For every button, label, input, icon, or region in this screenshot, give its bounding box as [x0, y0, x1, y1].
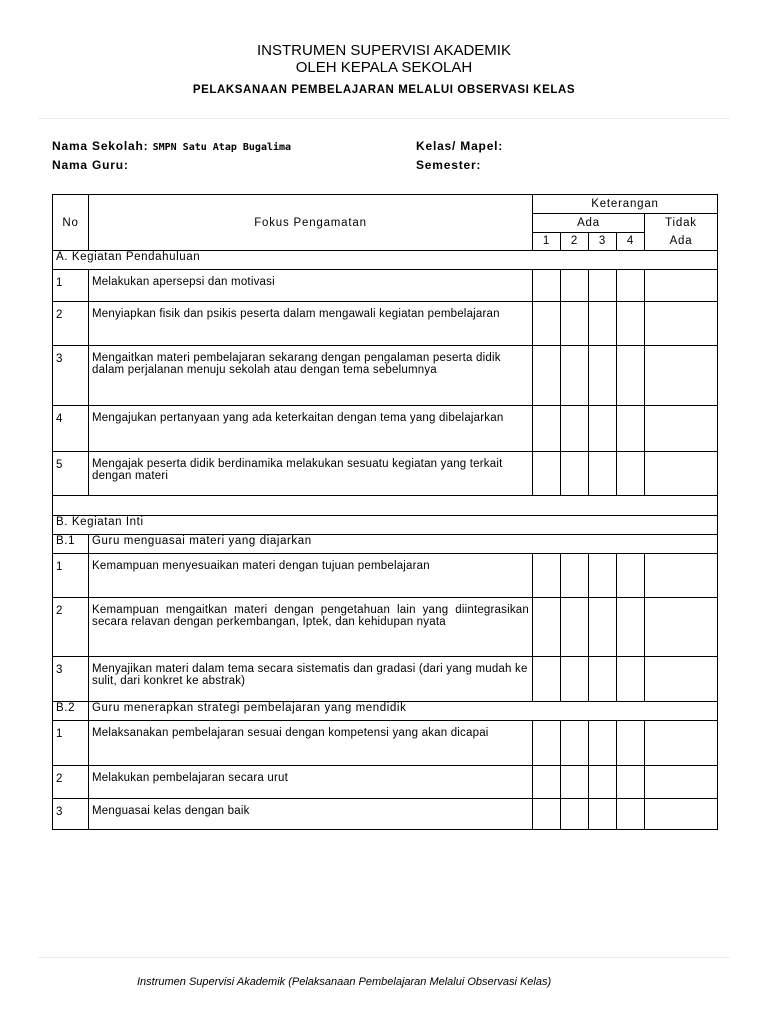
teacher-field	[52, 158, 129, 172]
score-cell-3[interactable]	[589, 302, 617, 346]
subsection-b1-no: B.1	[53, 535, 89, 554]
score-cell-1[interactable]	[533, 452, 561, 496]
row-focus-text: Kemampuan mengaitkan materi dengan pengetahuan lain yang diintegrasikan secara relavan dengan perkembangan, Iptek, dan kehidupan nyata	[89, 598, 533, 657]
row-no: 3	[53, 346, 89, 406]
row-no: 5	[53, 452, 89, 496]
row-focus-text: Melaksanakan pembelajaran sesuai dengan kompetensi yang akan dicapai	[89, 721, 533, 766]
table-row	[53, 452, 718, 496]
score-cell-1[interactable]	[533, 302, 561, 346]
school-label: Nama Sekolah:	[52, 139, 149, 153]
spacer-cell	[53, 496, 718, 516]
row-focus-text: Mengajak peserta didik berdinamika melakukan sesuatu kegiatan yang terkait dengan materi	[89, 452, 533, 496]
tidak-ada-cell[interactable]	[645, 302, 718, 346]
subsection-b2-title: Guru menerapkan strategi pembelajaran yang mendidik	[89, 702, 718, 721]
table-row	[53, 598, 718, 657]
footer-divider	[38, 957, 730, 958]
subsection-b2-no: B.2	[53, 702, 89, 721]
row-focus-text: Menyiapkan fisik dan psikis peserta dalam mengawali kegiatan pembelajaran	[89, 302, 533, 346]
score-cell-2[interactable]	[561, 657, 589, 702]
score-cell-1[interactable]	[533, 657, 561, 702]
score-cell-3[interactable]	[589, 346, 617, 406]
header-divider	[38, 118, 730, 119]
table-row	[53, 799, 718, 830]
tidak-ada-cell[interactable]	[645, 721, 718, 766]
row-no: 2	[53, 766, 89, 799]
header-keterangan: Keterangan	[533, 195, 718, 214]
row-focus-text: Mengajukan pertanyaan yang ada keterkaitan dengan tema yang dibelajarkan	[89, 406, 533, 452]
score-cell-3[interactable]	[589, 406, 617, 452]
tidak-ada-cell[interactable]	[645, 452, 718, 496]
observation-table	[52, 194, 718, 830]
tidak-ada-cell[interactable]	[645, 598, 718, 657]
row-no: 3	[53, 799, 89, 830]
row-focus-text: Menyajikan materi dalam tema secara sistematis dan gradasi (dari yang mudah ke sulit, dari konkret ke abstrak)	[89, 657, 533, 702]
school-field	[52, 139, 291, 153]
score-header-1: 1	[533, 232, 561, 251]
score-cell-4[interactable]	[617, 766, 645, 799]
row-no: 2	[53, 302, 89, 346]
header-ada: Ada	[533, 214, 645, 233]
document-subtitle: PELAKSANAAN PEMBELAJARAN MELALUI OBSERVASI KELAS	[192, 84, 576, 96]
score-cell-2[interactable]	[561, 721, 589, 766]
score-cell-2[interactable]	[561, 346, 589, 406]
header-focus: Fokus Pengamatan	[89, 195, 533, 251]
table-row	[53, 657, 718, 702]
document-title-line1: INSTRUMEN SUPERVISI AKADEMIK	[257, 42, 511, 59]
score-cell-1[interactable]	[533, 766, 561, 799]
row-focus-text: Melakukan pembelajaran secara urut	[89, 766, 533, 799]
row-focus-text: Mengaitkan materi pembelajaran sekarang dengan pengalaman peserta didik dalam perjalanan menuju sekolah atau dengan tema sebelumnya	[89, 346, 533, 406]
score-cell-3[interactable]	[589, 766, 617, 799]
table-row	[53, 721, 718, 766]
table-row	[53, 302, 718, 346]
score-cell-1[interactable]	[533, 270, 561, 302]
row-focus-text: Kemampuan menyesuaikan materi dengan tujuan pembelajaran	[89, 554, 533, 598]
row-no: 1	[53, 270, 89, 302]
table-row	[53, 270, 718, 302]
header-no: No	[53, 195, 89, 251]
row-no: 3	[53, 657, 89, 702]
score-cell-1[interactable]	[533, 598, 561, 657]
teacher-label: Nama Guru:	[52, 158, 129, 172]
row-no: 4	[53, 406, 89, 452]
score-cell-3[interactable]	[589, 270, 617, 302]
tidak-ada-cell[interactable]	[645, 799, 718, 830]
row-focus-text: Melakukan apersepsi dan motivasi	[89, 270, 533, 302]
score-cell-3[interactable]	[589, 598, 617, 657]
score-cell-3[interactable]	[589, 721, 617, 766]
school-value: SMPN Satu Atap Bugalima	[152, 142, 292, 153]
tidak-ada-cell[interactable]	[645, 406, 718, 452]
tidak-ada-cell[interactable]	[645, 554, 718, 598]
score-cell-4[interactable]	[617, 302, 645, 346]
score-cell-1[interactable]	[533, 406, 561, 452]
spacer-row	[53, 496, 718, 516]
row-focus-text: Menguasai kelas dengan baik	[89, 799, 533, 830]
row-no: 2	[53, 598, 89, 657]
tidak-ada-cell[interactable]	[645, 346, 718, 406]
score-cell-4[interactable]	[617, 657, 645, 702]
header-tidak-line1: Tidak	[665, 217, 697, 229]
row-no: 1	[53, 554, 89, 598]
score-cell-2[interactable]	[561, 406, 589, 452]
table-row	[53, 766, 718, 799]
score-cell-4[interactable]	[617, 270, 645, 302]
score-cell-2[interactable]	[561, 270, 589, 302]
score-header-4: 4	[617, 232, 645, 251]
score-cell-1[interactable]	[533, 554, 561, 598]
subsection-b1-title: Guru menguasai materi yang diajarkan	[89, 535, 718, 554]
section-a-heading: A. Kegiatan Pendahuluan	[53, 251, 718, 270]
semester-field	[416, 158, 481, 172]
tidak-ada-cell[interactable]	[645, 766, 718, 799]
score-cell-1[interactable]	[533, 721, 561, 766]
table-row	[53, 406, 718, 452]
class-field	[416, 139, 503, 153]
score-cell-2[interactable]	[561, 799, 589, 830]
score-cell-1[interactable]	[533, 799, 561, 830]
header-tidak-line2: Ada	[669, 235, 693, 247]
semester-label: Semester:	[416, 158, 482, 172]
score-cell-3[interactable]	[589, 452, 617, 496]
page-footer: Instrumen Supervisi Akademik (Pelaksanaan Pembelajaran Melalui Observasi Kelas)	[137, 976, 552, 988]
score-cell-4[interactable]	[617, 799, 645, 830]
score-cell-3[interactable]	[589, 554, 617, 598]
score-cell-1[interactable]	[533, 346, 561, 406]
row-no: 1	[53, 721, 89, 766]
score-cell-2[interactable]	[561, 554, 589, 598]
score-cell-4[interactable]	[617, 554, 645, 598]
score-cell-2[interactable]	[561, 766, 589, 799]
score-cell-4[interactable]	[617, 452, 645, 496]
score-cell-2[interactable]	[561, 302, 589, 346]
table-row	[53, 346, 718, 406]
tidak-ada-cell[interactable]	[645, 270, 718, 302]
score-cell-2[interactable]	[561, 598, 589, 657]
table-row	[53, 554, 718, 598]
score-header-2: 2	[561, 232, 589, 251]
score-cell-4[interactable]	[617, 406, 645, 452]
header-tidak-ada	[645, 214, 718, 251]
score-cell-4[interactable]	[617, 346, 645, 406]
tidak-ada-cell[interactable]	[645, 657, 718, 702]
class-label: Kelas/ Mapel:	[416, 139, 504, 153]
score-cell-2[interactable]	[561, 452, 589, 496]
score-cell-3[interactable]	[589, 799, 617, 830]
document-title-line2: OLEH KEPALA SEKOLAH	[295, 59, 473, 76]
score-cell-4[interactable]	[617, 598, 645, 657]
score-cell-3[interactable]	[589, 657, 617, 702]
section-b-heading: B. Kegiatan Inti	[53, 516, 718, 535]
score-cell-4[interactable]	[617, 721, 645, 766]
score-header-3: 3	[589, 232, 617, 251]
